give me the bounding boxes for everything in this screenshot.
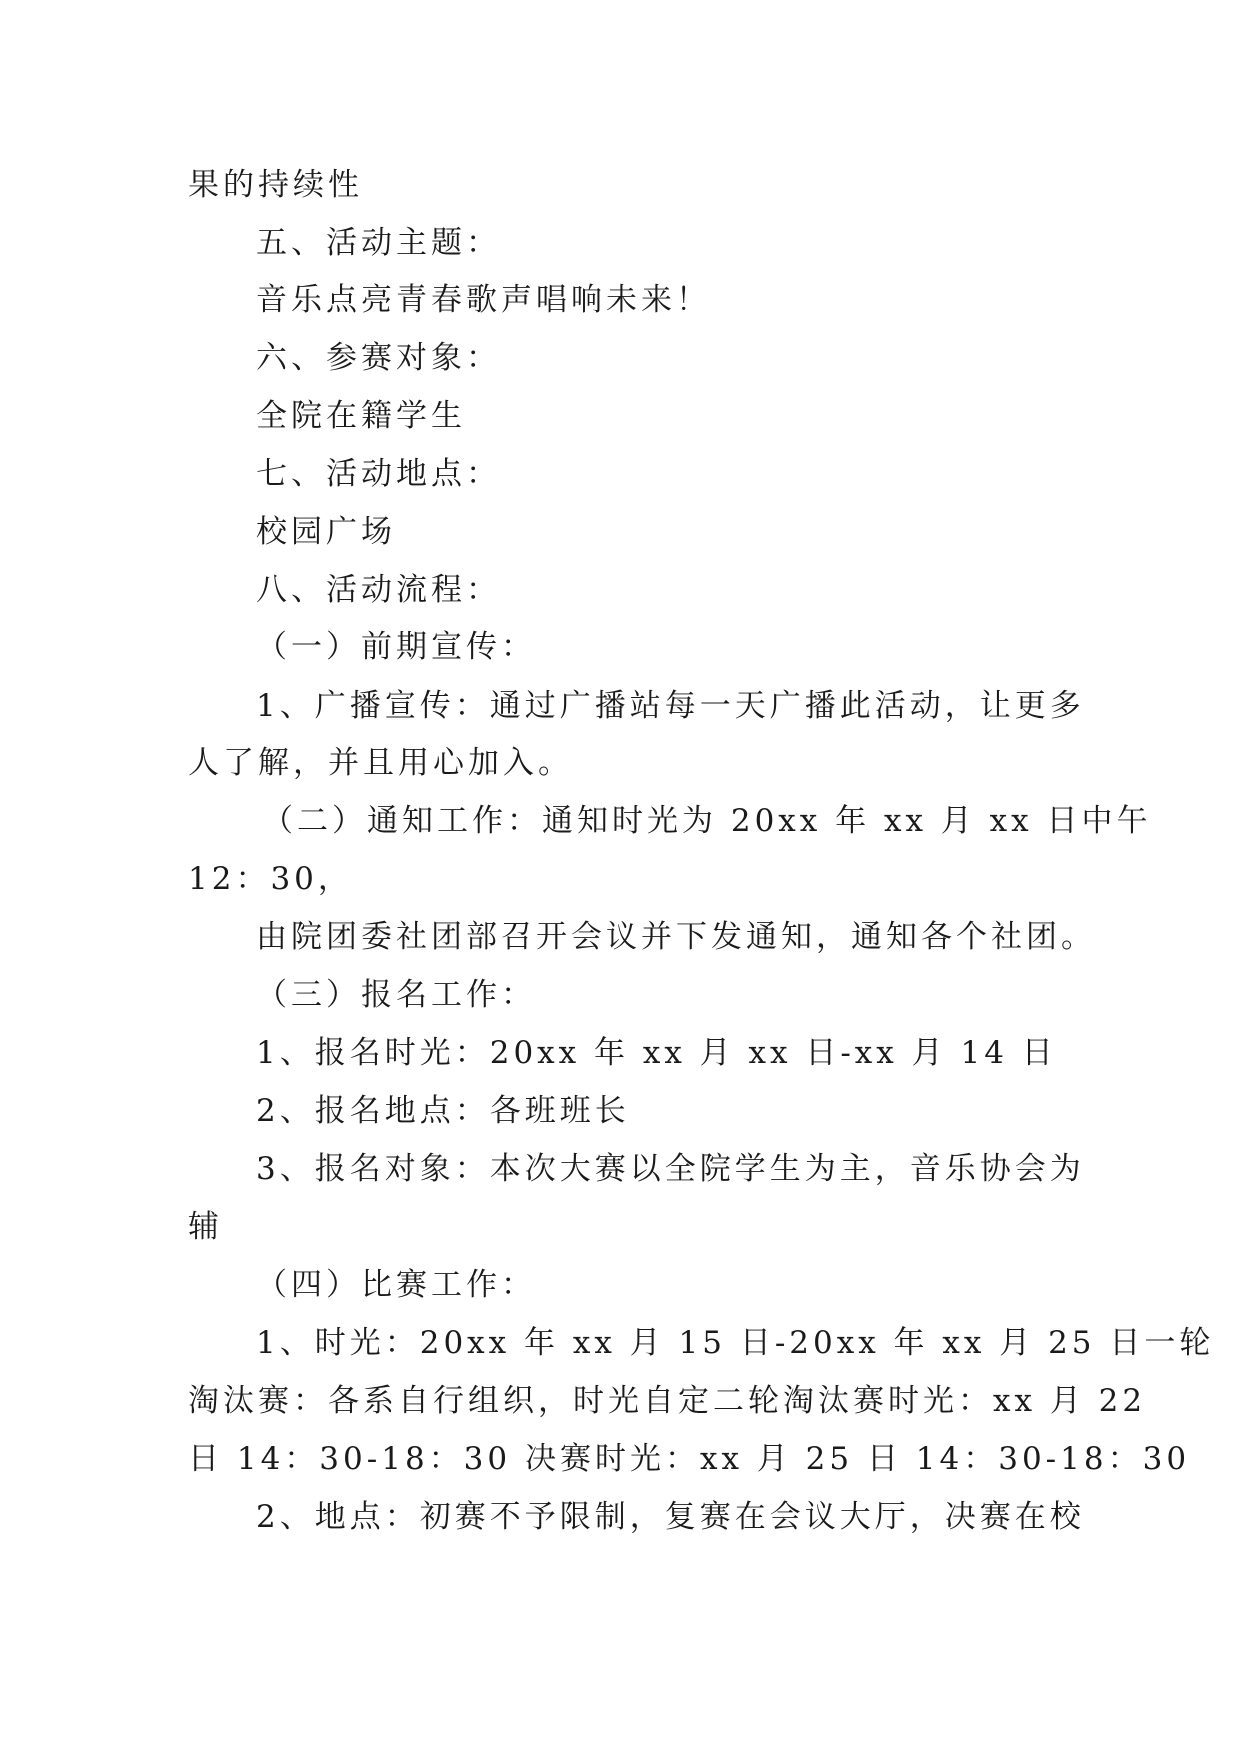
body-text-line: 12：30， [188,861,353,897]
body-text-line: 2、报名地点：各班班长 [256,1093,630,1129]
body-text-line: 3、报名对象：本次大赛以全院学生为主，音乐协会为 [256,1151,1085,1187]
section-heading-theme: 五、活动主题： [256,225,501,261]
body-text-line: 日 14：30-18：30 决赛时光：xx 月 25 日 14：30-18：30 [188,1441,1191,1477]
section-heading-participants: 六、参赛对象： [256,340,501,376]
subsection-heading: （一）前期宣传： [256,629,536,665]
body-text-line: 2、地点：初赛不予限制，复赛在会议大厅，决赛在校 [256,1499,1085,1535]
body-text-line: 果的持续性 [188,167,363,203]
body-text-line: 校园广场 [256,514,396,550]
section-heading-process: 八、活动流程： [256,572,501,608]
body-text-line: 全院在籍学生 [256,398,466,434]
subsection-heading: （三）报名工作： [256,977,536,1013]
body-text-line: 人了解，并且用心加入。 [188,745,573,781]
body-text-line: 音乐点亮青春歌声唱响未来！ [256,282,711,318]
body-text-line: 1、报名时光：20xx 年 xx 月 xx 日-xx 月 14 日 [256,1035,1057,1071]
section-heading-location: 七、活动地点： [256,456,501,492]
body-text-line: 淘汰赛：各系自行组织，时光自定二轮淘汰赛时光：xx 月 22 [188,1383,1147,1419]
body-text-line: 1、时光：20xx 年 xx 月 15 日-20xx 年 xx 月 25 日一轮 [256,1325,1215,1361]
subsection-heading: （四）比赛工作： [256,1267,536,1303]
body-text-line: 由院团委社团部召开会议并下发通知，通知各个社团。 [256,919,1096,955]
body-text-line: 1、广播宣传：通过广播站每一天广播此活动，让更多 [256,688,1085,724]
body-text-line: 辅 [188,1209,223,1245]
subsection-heading: （二）通知工作：通知时光为 20xx 年 xx 月 xx 日中午 [262,803,1152,839]
